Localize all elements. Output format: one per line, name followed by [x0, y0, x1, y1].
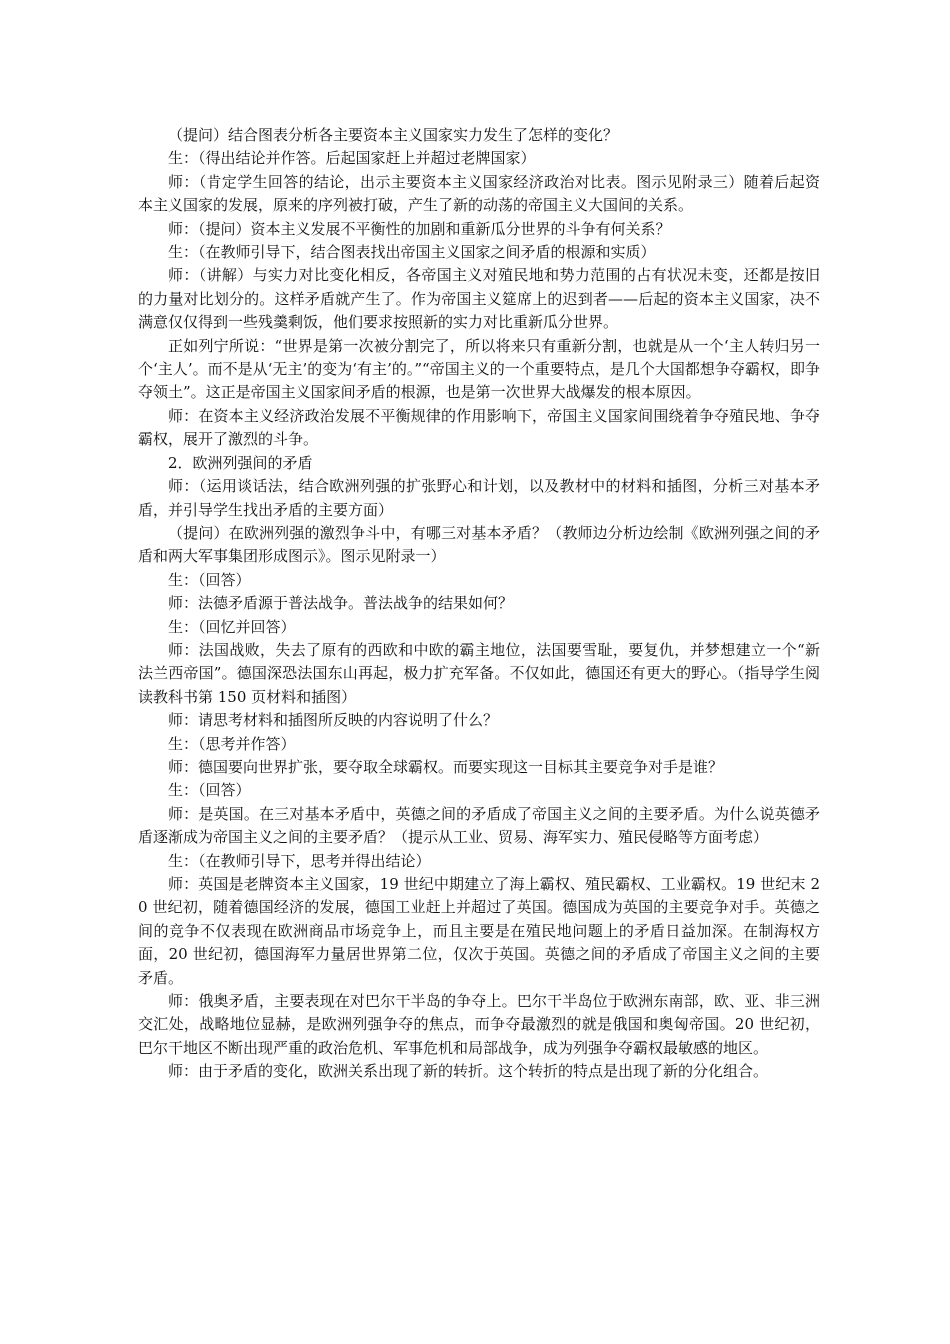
paragraph: 生：（在教师引导下，结合图表找出帝国主义国家之间矛盾的根源和实质） [168, 243, 656, 262]
paragraph: 师：是英国。在三对基本矛盾中，英德之间的矛盾成了帝国主义之间的主要矛盾。为什么说英德矛盾逐渐成为帝国主义之间的主要矛盾？（提示从工业、贸易、海军实力、殖民侵略等方面考虑） [138, 804, 820, 847]
paragraph: 师：俄奥矛盾，主要表现在对巴尔干半岛的争夺上。巴尔干半岛位于欧洲东南部，欧、亚、非三洲交汇处，战略地位显赫，是欧洲列强争夺的焦点，而争夺最激烈的就是俄国和奥匈帝国。20 世纪初，巴尔干地区不断出现严重的政治危机、军事危机和局部战争，成为列强争夺霸权最敏感的地区。 [138, 992, 820, 1057]
paragraph: 生：（回答） [168, 781, 251, 800]
paragraph: 师：（提问）资本主义发展不平衡性的加剧和重新瓜分世界的斗争有何关系？ [168, 219, 671, 238]
paragraph: 师：在资本主义经济政治发展不平衡规律的作用影响下，帝国主义国家间围绕着争夺殖民地、争夺霸权，展开了激烈的斗争。 [138, 406, 820, 449]
paragraph: 生：（思考并作答） [168, 734, 296, 753]
paragraph: （提问）在欧洲列强的激烈争斗中，有哪三对基本矛盾？（教师边分析边绘制《欧洲列强之间的矛盾和两大军事集团形成图示》。图示见附录一） [138, 523, 820, 566]
paragraph: 师：（运用谈话法，结合欧洲列强的扩张野心和计划，以及教材中的材料和插图，分析三对基本矛盾，并引导学生找出矛盾的主要方面） [138, 477, 820, 519]
paragraph: 师：请思考材料和插图所反映的内容说明了什么？ [168, 711, 499, 730]
paragraph: 正如列宁所说：“世界是第一次被分割完了，所以将来只有重新分割，也就是从一个‘主人转归另一个‘主人’。而不是从‘无主’的变为‘有主’的。”“帝国主义的一个重要特点，是几个大国都想争夺霸权，即争夺领土”。这正是帝国主义国家间矛盾的根源，也是第一次世界大战爆发的根本原因。 [138, 336, 820, 402]
paragraph: 师：由于矛盾的变化，欧洲关系出现了新的转折。这个转折的特点是出现了新的分化组合。 [168, 1062, 769, 1081]
paragraph: 生：（在教师引导下，思考并得出结论） [168, 851, 431, 870]
paragraph: 师：德国要向世界扩张，要夺取全球霸权。而要实现这一目标其主要竞争对手是谁？ [168, 757, 724, 776]
paragraph: 师：英国是老牌资本主义国家，19 世纪中期建立了海上霸权、殖民霸权、工业霸权。19 世纪末 20 世纪初，随着德国经济的发展，德国工业赶上并超过了英国。德国成为英国的主要竞争对手。英德之间的竞争不仅表现在欧洲商品市场竞争上，而且主要是在殖民地问题上的矛盾日益加深。在制海权方面，20 世纪初，德国海军力量居世界第二位，仅次于英国。英德之间的矛盾成了帝国主义之间的主要矛盾。 [138, 875, 820, 987]
paragraph: 生：（得出结论并作答。后起国家赶上并超过老牌国家） [168, 149, 536, 168]
paragraph: 师：法德矛盾源于普法战争。普法战争的结果如何？ [168, 594, 514, 613]
paragraph: 师：（讲解）与实力对比变化相反，各帝国主义对殖民地和势力范围的占有状况未变，还都是按旧的力量对比划分的。这样矛盾就产生了。作为帝国主义筵席上的迟到者——后起的资本主义国家，决不满意仅仅得到一些残羹剩饭，他们要求按照新的实力对比重新瓜分世界。 [138, 266, 820, 332]
paragraph: 师：法国战败，失去了原有的西欧和中欧的霸主地位，法国要雪耻，要复仇，并梦想建立一个“新法兰西帝国”。德国深恐法国东山再起，极力扩充军备。不仅如此，德国还有更大的野心。（指导学生阅读教科书第 150 页材料和插图） [138, 640, 820, 706]
paragraph: 师：（肯定学生回答的结论，出示主要资本主义国家经济政治对比表。图示见附录三）随着后起资本主义国家的发展，原来的序列被打破，产生了新的动荡的帝国主义大国间的关系。 [138, 172, 820, 215]
document-body [138, 124, 820, 1084]
paragraph: 生：（回答） [168, 570, 251, 589]
section-heading: 2．欧洲列强间的矛盾 [168, 453, 313, 472]
paragraph: 生：（回忆并回答） [168, 617, 296, 636]
paragraph: （提问）结合图表分析各主要资本主义国家实力发生了怎样的变化？ [168, 126, 619, 144]
